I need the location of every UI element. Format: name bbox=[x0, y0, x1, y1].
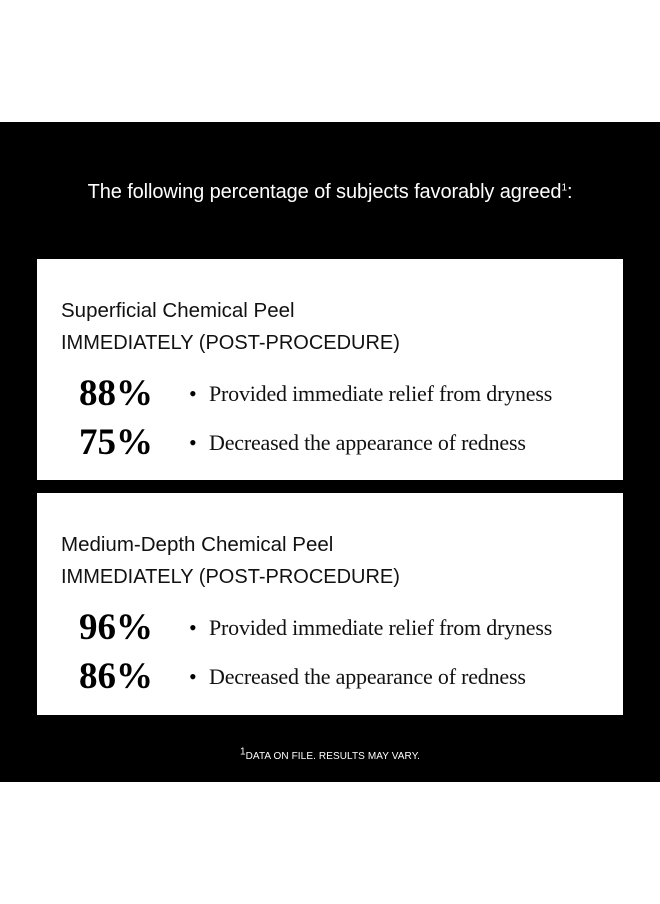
stat-description: Provided immediate relief from dryness bbox=[209, 615, 553, 640]
card-subtitle: IMMEDIATELY (POST-PROCEDURE) bbox=[61, 566, 400, 588]
bullet-icon: • bbox=[189, 615, 197, 640]
footnote-superscript: 1 bbox=[239, 746, 246, 758]
stat-description: Decreased the appearance of redness bbox=[209, 664, 526, 689]
bullet-icon: • bbox=[189, 381, 197, 406]
card-title: Superficial Chemical Peel bbox=[61, 299, 295, 322]
superficial-peel-card bbox=[37, 259, 623, 480]
bullet-icon: • bbox=[189, 430, 197, 455]
medium-depth-peel-card bbox=[37, 493, 623, 715]
card-title: Medium-Depth Chemical Peel bbox=[61, 533, 334, 556]
stat-percent: 86% bbox=[79, 656, 153, 697]
stat-row bbox=[37, 423, 623, 463]
headline-suffix: : bbox=[566, 181, 573, 203]
stat-description: Decreased the appearance of redness bbox=[209, 430, 526, 455]
stat-percent: 96% bbox=[79, 607, 153, 648]
stat-description: Provided immediate relief from dryness bbox=[209, 381, 553, 406]
card-subtitle: IMMEDIATELY (POST-PROCEDURE) bbox=[61, 332, 400, 354]
headline-text: The following percentage of subjects favorably agreed bbox=[87, 181, 562, 203]
stat-percent: 88% bbox=[79, 373, 153, 414]
bullet-icon: • bbox=[189, 664, 197, 689]
footnote bbox=[0, 746, 660, 762]
headline bbox=[0, 181, 660, 204]
footnote-text: DATA ON FILE. RESULTS MAY VARY. bbox=[245, 751, 421, 762]
stat-row bbox=[37, 657, 623, 697]
stat-row bbox=[37, 608, 623, 648]
headline-superscript: 1 bbox=[561, 182, 567, 194]
stat-row bbox=[37, 374, 623, 414]
stat-percent: 75% bbox=[79, 422, 153, 463]
